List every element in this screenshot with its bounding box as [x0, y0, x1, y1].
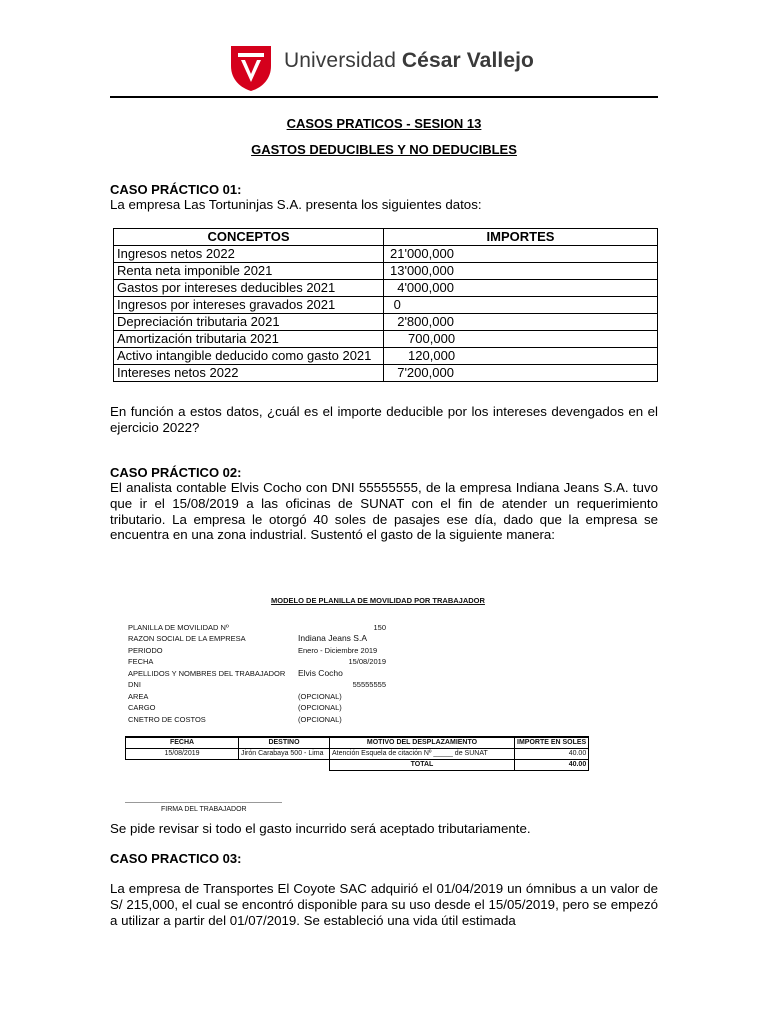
concept-cell: Intereses netos 2022 — [114, 365, 384, 382]
field-label: APELLIDOS Y NOMBRES DEL TRABAJADOR — [128, 669, 286, 678]
amount-cell: 7'200,000 — [384, 365, 658, 382]
amount-cell: 700,000 — [384, 331, 658, 348]
field-value: (OPCIONAL) — [298, 715, 342, 724]
field-label: CARGO — [128, 703, 156, 712]
field-label: FECHA — [128, 657, 154, 666]
concept-cell: Amortización tributaria 2021 — [114, 331, 384, 348]
movilidad-header-row — [126, 737, 589, 749]
university-brand-name — [284, 49, 534, 73]
concept-cell: Ingresos por intereses gravados 2021 — [114, 297, 384, 314]
total-value: 40.00 — [515, 760, 589, 771]
header-importes: IMPORTES — [384, 229, 658, 246]
field-value: Elvis Cocho — [298, 668, 343, 678]
planilla-title: MODELO DE PLANILLA DE MOVILIDAD POR TRABAJADOR — [271, 596, 485, 605]
case1-heading: CASO PRÁCTICO 01: — [110, 182, 242, 197]
header-divider — [110, 96, 658, 98]
cell-importe: 40.00 — [515, 749, 589, 760]
col-motivo: MOTIVO DEL DESPLAZAMIENTO — [330, 737, 515, 749]
document-title: CASOS PRATICOS - SESION 13 — [286, 116, 482, 131]
concept-cell: Gastos por intereses deducibles 2021 — [114, 280, 384, 297]
field-value: (OPCIONAL) — [298, 703, 342, 712]
field-label: PERIODO — [128, 646, 163, 655]
field-label: AREA — [128, 692, 149, 701]
table-row — [114, 297, 658, 314]
col-fecha: FECHA — [126, 737, 239, 749]
case3-heading: CASO PRACTICO 03: — [110, 851, 242, 866]
field-label: PLANILLA DE MOVILIDAD Nº — [128, 623, 229, 632]
concepts-table — [113, 228, 658, 382]
brand-regular: Universidad — [284, 49, 402, 72]
amount-cell: 120,000 — [384, 348, 658, 365]
case2-question: Se pide revisar si todo el gasto incurrido será aceptado tributariamente. — [110, 821, 531, 836]
col-destino: DESTINO — [239, 737, 330, 749]
col-importe: IMPORTE EN SOLES — [515, 737, 589, 749]
case3-text: La empresa de Transportes El Coyote SAC adquirió el 01/04/2019 un ómnibus a un valor de S/ 215,000, el cual se encontró disponible para su uso desde el 15/05/2019, pero se empezó a utilizar a partir del 01/07/2019. Se estableció una vida útil estimada — [110, 881, 658, 928]
field-label: CNETRO DE COSTOS — [128, 715, 206, 724]
case2-heading: CASO PRÁCTICO 02: — [110, 465, 242, 480]
concept-cell: Depreciación tributaria 2021 — [114, 314, 384, 331]
header-conceptos: CONCEPTOS — [114, 229, 384, 246]
planilla-movilidad — [113, 595, 643, 820]
field-label: DNI — [128, 680, 141, 689]
field-value: 150 — [373, 623, 386, 632]
amount-cell: 2'800,000 — [384, 314, 658, 331]
concept-cell: Renta neta imponible 2021 — [114, 263, 384, 280]
signature-label: FIRMA DEL TRABAJADOR — [161, 806, 247, 813]
field-value: Enero - Diciembre 2019 — [298, 646, 378, 655]
cell-fecha: 15/08/2019 — [126, 749, 239, 760]
total-label: TOTAL — [330, 760, 515, 771]
total-row — [126, 760, 589, 771]
case2-text: El analista contable Elvis Cocho con DNI 55555555, de la empresa Indiana Jeans S.A. tuvo que ir el 15/08/2019 a las oficinas de SUNAT con el fin de atender un requerimiento tributario. La empresa le otorgó 40 soles de pasajes ese día, dado que la empresa se encuentra en una zona industrial. Sustentó el gasto de la siguiente manera: — [110, 480, 658, 543]
field-value: 15/08/2019 — [348, 657, 386, 666]
empty-cell — [239, 760, 330, 771]
table-row — [114, 280, 658, 297]
university-logo-shield-icon — [229, 44, 273, 92]
amount-cell: 0 — [384, 297, 658, 314]
empty-cell — [126, 760, 239, 771]
table-row — [114, 314, 658, 331]
amount-cell: 13'000,000 — [384, 263, 658, 280]
concept-cell: Ingresos netos 2022 — [114, 246, 384, 263]
field-label: RAZON SOCIAL DE LA EMPRESA — [128, 634, 246, 643]
table-row — [114, 246, 658, 263]
document-subtitle: GASTOS DEDUCIBLES Y NO DEDUCIBLES — [251, 142, 517, 157]
table-row — [126, 749, 589, 760]
amount-cell: 4'000,000 — [384, 280, 658, 297]
case1-intro: La empresa Las Tortuninjas S.A. presenta los siguientes datos: — [110, 197, 482, 212]
amount-cell: 21'000,000 — [384, 246, 658, 263]
concepts-table-header — [114, 229, 658, 246]
field-value: 55555555 — [352, 680, 386, 689]
brand-bold: César Vallejo — [401, 49, 534, 72]
table-row — [114, 331, 658, 348]
concept-cell: Activo intangible deducido como gasto 2021 — [114, 348, 384, 365]
field-value: Indiana Jeans S.A — [298, 633, 367, 643]
table-row — [114, 348, 658, 365]
table-row — [114, 263, 658, 280]
movilidad-table — [125, 736, 589, 771]
cell-motivo: Atención Esquela de citación Nº _____ de SUNAT — [330, 749, 515, 760]
signature-line — [125, 802, 282, 803]
cell-destino: Jirón Carabaya 500 - Lima — [239, 749, 330, 760]
table-row — [114, 365, 658, 382]
field-value: (OPCIONAL) — [298, 692, 342, 701]
case1-question: En función a estos datos, ¿cuál es el importe deducible por los intereses devengados en el ejercicio 2022? — [110, 404, 658, 435]
